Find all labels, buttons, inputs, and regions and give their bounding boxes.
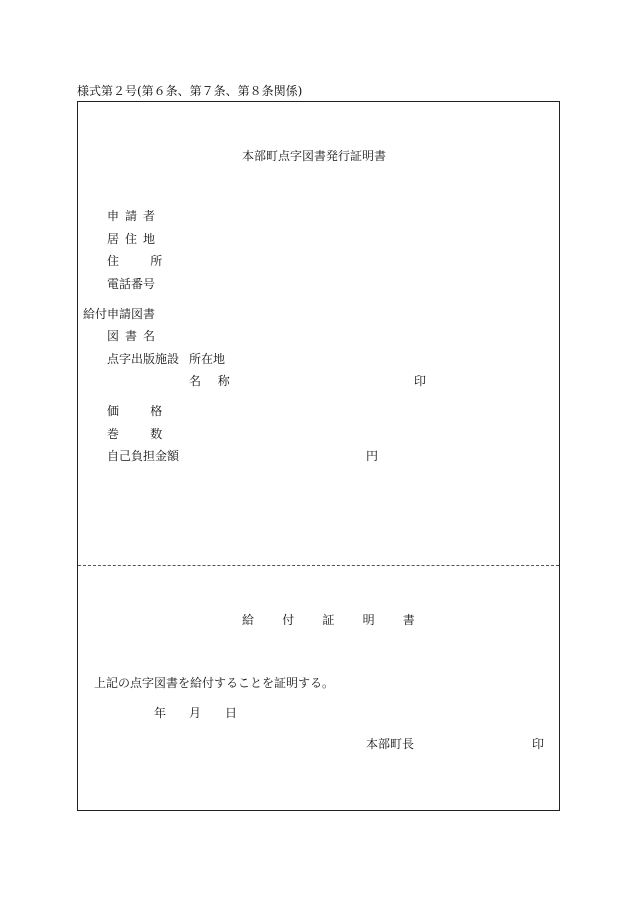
date-month: 月 (189, 706, 202, 720)
book-title-label: 図書名 (107, 329, 162, 343)
mayor-label: 本部町長 (366, 737, 415, 751)
application-title: 本部町点字図書発行証明書 (242, 149, 387, 163)
date-year: 年 (154, 706, 167, 720)
volumes-label: 巻数 (107, 427, 194, 441)
price-label: 価格 (107, 404, 194, 418)
form-number: 様式第２号(第６条、第７条、第８条関係) (77, 84, 303, 98)
location-label: 所在地 (189, 352, 226, 366)
copay-unit: 円 (366, 449, 379, 463)
book-section-label: 給付申請図書 (83, 307, 156, 321)
publisher-label: 点字出版施設 (107, 352, 180, 366)
residence-label: 居住地 (107, 232, 162, 246)
certificate-statement: 上記の点字図書を給付することを証明する。 (94, 676, 335, 690)
applicant-label: 申請者 (107, 209, 162, 223)
mayor-seal: 印 (532, 737, 545, 751)
phone-label: 電話番号 (107, 277, 156, 291)
copay-label: 自己負担金額 (107, 449, 180, 463)
date-day: 日 (225, 706, 238, 720)
name-seal: 印 (414, 374, 427, 388)
certificate-title: 給付証明書 (242, 613, 444, 627)
cut-line (78, 565, 559, 566)
address-label: 住所 (107, 254, 194, 268)
name-label: 名称 (189, 374, 247, 388)
